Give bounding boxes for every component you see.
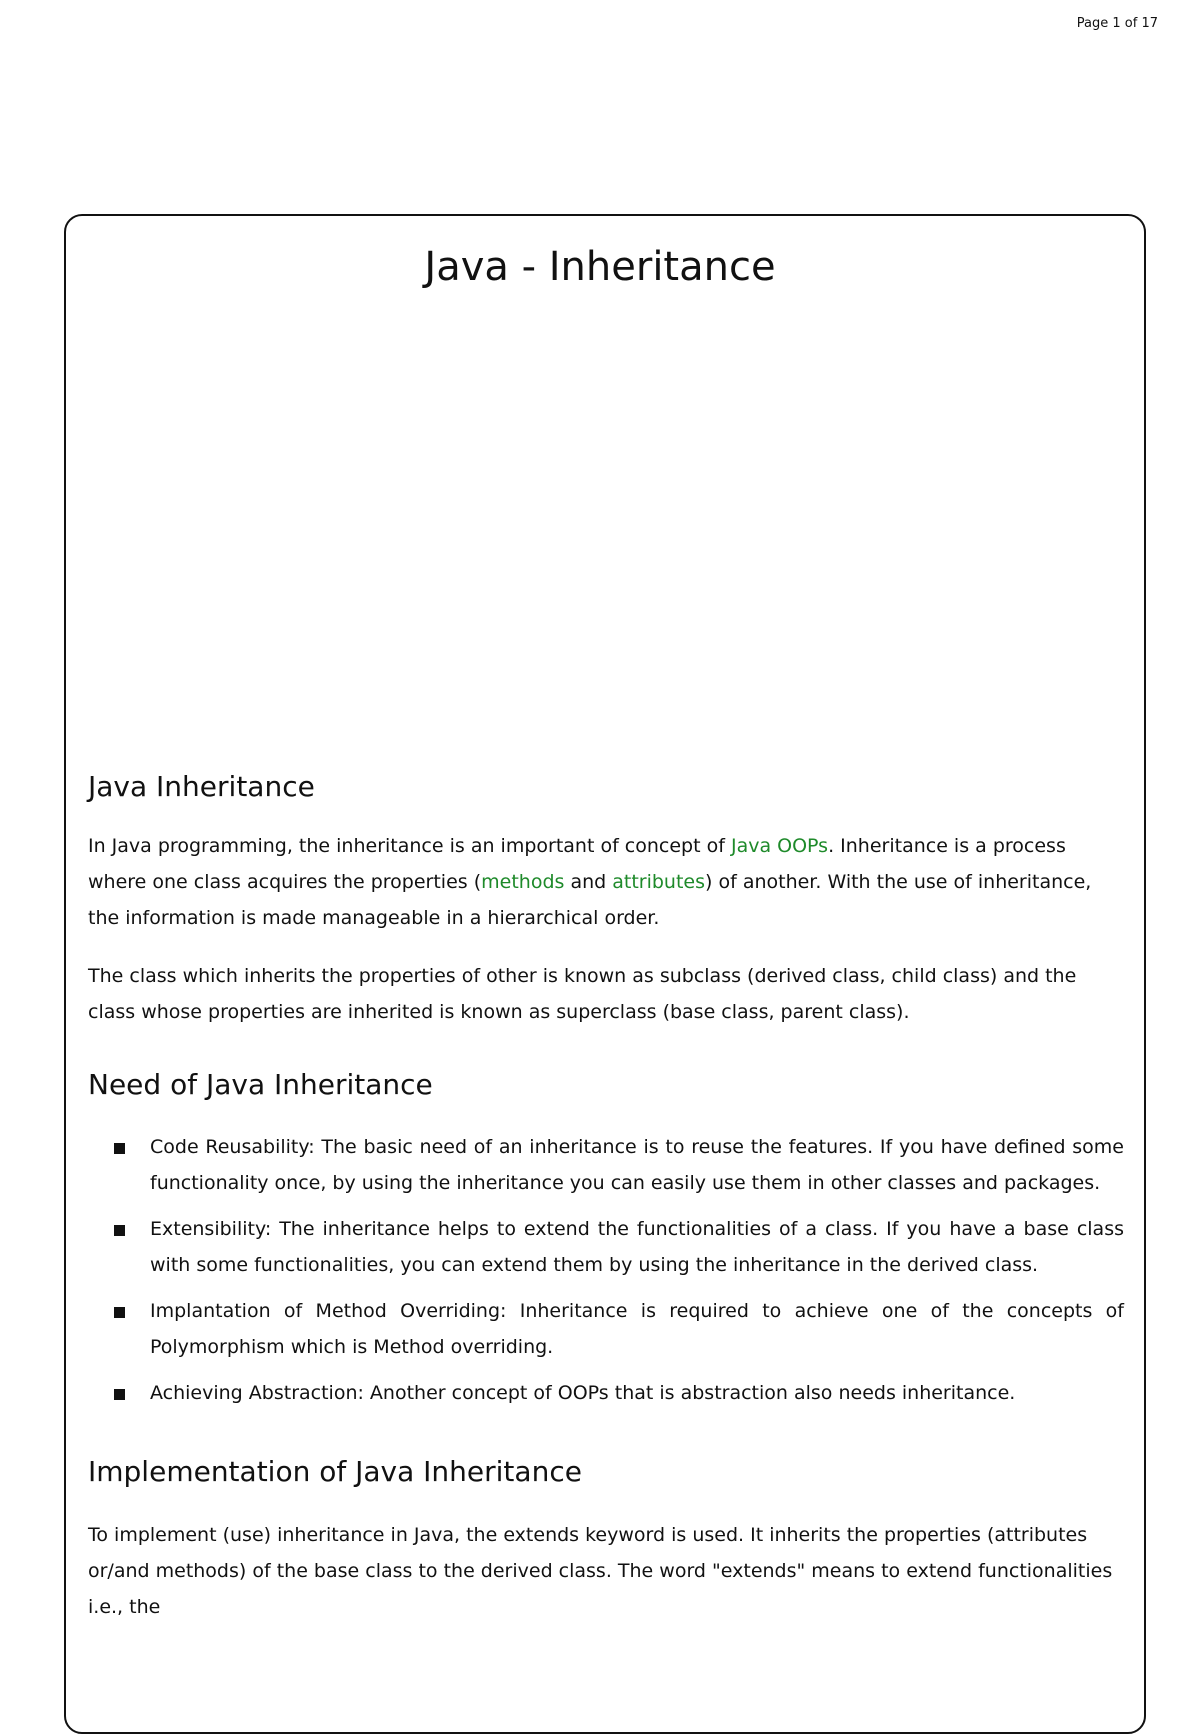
- list-item: [88, 1129, 1124, 1201]
- bullet-square-icon: [114, 1389, 125, 1400]
- intro-text-1: In Java programming, the inheritance is an important of concept of: [88, 834, 731, 857]
- java-oops-link[interactable]: Java OOPs: [730, 834, 829, 857]
- section-heading-implementation: Implementation of Java Inheritance: [88, 1455, 582, 1489]
- article-content: [88, 770, 1124, 1625]
- list-item: [88, 1293, 1124, 1365]
- section-heading-java-inheritance: Java Inheritance: [88, 770, 315, 803]
- page-number: Page 1 of 17: [1076, 16, 1158, 31]
- list-item: [88, 1375, 1124, 1411]
- attributes-link[interactable]: attributes: [612, 870, 706, 893]
- subclass-paragraph: The class which inherits the properties of other is known as subclass (derived class, child class) and the class whose properties are inherited is known as superclass (base class, parent class).: [88, 964, 1077, 1023]
- need-list: [88, 1129, 1124, 1411]
- intro-text-4: ) of another. With the use of inheritance, the information is made manageable in a hierarchical order.: [88, 870, 1092, 929]
- list-item-text: Implantation of Method Overriding: Inheritance is required to achieve one of the concepts of Polymorphism which is Method overriding.: [150, 1300, 1124, 1359]
- bullet-square-icon: [114, 1307, 125, 1318]
- intro-paragraph: [88, 828, 1124, 936]
- list-item-text: Achieving Abstraction: Another concept of OOPs that is abstraction also needs inheritance.: [150, 1382, 1016, 1405]
- bullet-square-icon: [114, 1143, 125, 1154]
- intro-text-3: and: [564, 870, 613, 893]
- bullet-square-icon: [114, 1225, 125, 1236]
- intro-text-2: . Inheritance is a process where one class acquires the properties (: [88, 834, 1066, 893]
- methods-link[interactable]: methods: [481, 870, 565, 893]
- page-title: Java - Inheritance: [424, 244, 776, 290]
- list-item-text: Code Reusability: The basic need of an inheritance is to reuse the features. If you have defined some functionality once, by using the inheritance you can easily use them in other classes and packages.: [150, 1136, 1124, 1195]
- implementation-paragraph: To implement (use) inheritance in Java, the extends keyword is used. It inherits the properties (attributes or/and methods) of the base class to the derived class. The word "extends" means to extend functionalities i.e., the: [88, 1523, 1113, 1618]
- list-item-text: Extensibility: The inheritance helps to extend the functionalities of a class. If you have a base class with some functionalities, you can extend them by using the inheritance in the derived class.: [150, 1218, 1124, 1277]
- section-heading-need: Need of Java Inheritance: [88, 1067, 433, 1101]
- list-item: [88, 1211, 1124, 1283]
